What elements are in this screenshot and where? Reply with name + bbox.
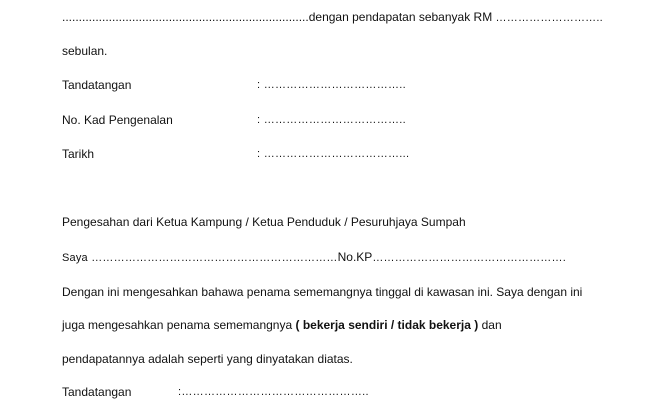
employment-status-options: ( bekerja sendiri / tidak bekerja ) [295,318,479,332]
saya-label: Saya [62,252,88,264]
verifier-signature-value: :………………………………………….. [178,386,369,398]
confirm-line-2-pre: juga mengesahkan penama sememangnya [62,318,293,332]
applicant-ic-value: : ……………………………….. [257,114,407,126]
confirm-line-1: Dengan ini mengesahkan bahawa penama sememangnya tinggal di kawasan ini. Saya dengan ini [62,285,583,299]
income-amount-blank: ……………………….. [495,12,603,24]
applicant-date-label: Tarikh [62,147,95,161]
sebulan-text: sebulan. [62,44,108,58]
kp-label: No.KP [337,250,373,264]
income-name-blank: .......................................................................... [62,10,309,24]
kp-blank: ……………………………………………. [372,252,566,264]
income-line [62,10,603,25]
income-text: dengan pendapatan sebanyak RM [308,10,493,24]
confirm-line-3: pendapatannya adalah seperti yang dinyatakan diatas. [62,352,353,366]
saya-line [62,250,566,265]
confirm-line-2 [62,318,502,332]
verifier-signature-label: Tandatangan [62,385,132,399]
applicant-signature-value: : ……………………………….. [257,79,407,91]
verification-heading: Pengesahan dari Ketua Kampung / Ketua Penduduk / Pesuruhjaya Sumpah [62,215,466,229]
applicant-signature-label: Tandatangan [62,78,132,92]
applicant-ic-label: No. Kad Pengenalan [62,113,173,127]
confirm-line-2-post: dan [481,318,502,332]
applicant-date-value: : ………………………………... [257,148,410,160]
saya-name-blank: ………………………………………………………… [91,252,338,264]
